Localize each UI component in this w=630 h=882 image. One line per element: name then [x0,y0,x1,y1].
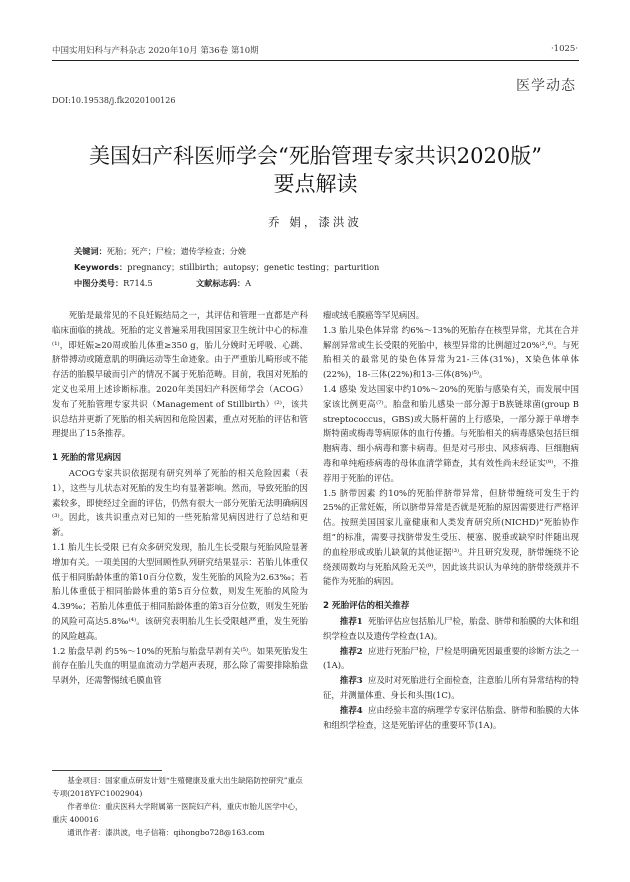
footnote-corresponding: 通讯作者：漆洪波，电子信箱：qihongbo728@163.com [67,828,265,837]
title-line-2: 要点解读 [273,172,358,196]
authors: 乔 娟，漆洪波 [268,215,362,229]
section-1-5: 1.5 脐带因素 约10%的死胎伴脐带异常，但脐带缠绕可发生于约25%的正常妊娠，所以脐带异常是否就是死胎的原因需要进行严格评估。按照美国国家儿童健康和人类发育研究所(NICHD)“死胎协作组”的标准，需要寻找脐带发生受压、梗塞、脱垂或缺窄时伴随出现的血栓形成或胎儿缺氧的其他证据⁽³⁾。并且研究发现，脐带缠绕不论绕颈周数均与死胎风险无关⁽⁹⁾，因此该共识认为单纯的脐带绕颈并不能作为死胎的病因。 [323,487,579,587]
header-rule [52,60,579,61]
keywords-cn-value: 死胎；死产；尸检；遗传学检查；分娩 [106,246,246,256]
section-1-1: 1.1 胎儿生长受限 已有众多研究发现，胎儿生长受限与死胎风险显著增加有关。一项美国的大型回顾性队列研究结果显示：若胎儿体重仅低于相同胎龄体重的第10百分位数，发生死胎的风险为2.63‰；若胎儿体重低于相同胎龄体重的第5百分位数，则发生死胎的风险为4.39‰；若胎儿体重低于相同胎龄体重的第3百分位数，则发生死胎的风险可高达5.8‰⁽⁴⁾。该研究表明胎儿生长受限越严重，发生死胎的风险越高。 [52,541,308,641]
article-title [52,142,579,198]
clc-label: 中图分类号： [74,278,124,288]
keywords-en-label: Keywords： [74,262,128,272]
page-number: ·1025· [550,44,578,54]
recommendation-1 [323,614,579,644]
recommendation-2-label: 推荐2 [339,645,363,656]
continuation-text: 瘤或绒毛膜癌等罕见病因。 [323,310,425,320]
footnote-rule [52,770,162,771]
keywords-en [74,260,564,274]
keywords-en-value: pregnancy；stillbirth；autopsy；genetic testing；parturition [127,262,380,272]
doc-code-value: A [245,278,252,288]
section-1-heading: 1 死胎的常见病因 [52,453,122,464]
footnote-fund: 基金项目：国家重点研发计划“生殖健康及重大出生缺陷防控研究”重点专项(2018YFC1002904) [52,776,303,798]
journal-header: 中国实用妇科与产科杂志 2020年10月 第36卷 第10期 [52,46,259,56]
section-1-4: 1.4 感染 发达国家中约10%～20%的死胎与感染有关，而发展中国家该比例更高⁽⁷⁾。胎盘和胎儿感染一部分源于B族链球菌(group B streptococcus，GBS)或大肠杆菌的上行感染，一部分源于单增李斯特菌或梅毒等病原体的血行传播。与死胎相关的病毒感染包括巨细胞病毒、细小病毒和寨卡病毒。但是对弓形虫、风疹病毒、巨细胞病毒和单纯疱疹病毒的母体血清学筛查，其有效性尚未经证实⁽⁸⁾，不推荐用于死胎的评估。 [323,383,579,483]
section-1-2: 1.2 胎盘早剥 约5%～10%的死胎与胎盘早剥有关⁽⁵⁾。如果死胎发生前存在胎儿失血的明显血流动力学超声表现，那么除了需要排除胎盘早剥外，还需警惕绒毛膜血管 [52,645,308,686]
section-1-3: 1.3 胎儿染色体异常 约6%～13%的死胎存在核型异常，尤其在合并解剖异常或生长受限的死胎中，核型异常的比例超过20%⁽²,⁶⁾。与死胎相关的最常见的染色体异常为21-三体(31%)，X染色体单体(22%)，18-三体(22%)和13-三体(8%)⁽⁵⁾。 [323,324,579,380]
intro-paragraph: 死胎是最常见的不良妊娠结局之一，其评估和管理一直都是产科临床面临的挑战。死胎的定义普遍采用我国国家卫生统计中心的标准⁽¹⁾，即妊娠≥20周或胎儿体重≥350 g，胎儿分娩时无呼吸、心跳、脐带搏动或随意肌的明确运动等生命迹象。由于严重胎儿畸形或不能存活的胎膜早破而引产的情况不属于死胎范畴。目前，我国对死胎的定义也采用上述诊断标准。2020年美国妇产科医师学会（ACOG）发布了死胎管理专家共识（Management of Stillbirth）⁽²⁾，该共识总结并更新了死胎的相关病因和危险因素，重点对死胎的评估和管理提出了15条推荐。 [52,310,308,439]
recommendation-3-label: 推荐3 [339,675,363,686]
section-2-heading: 2 死胎评估的相关推荐 [323,601,410,612]
left-column [52,308,308,688]
footnotes [52,774,308,839]
recommendation-3-text: 应及时对死胎进行全面检查，注意胎儿所有异常结构的特征，并测量体重、身长和头围(1C)。 [323,675,579,700]
recommendation-3 [323,673,579,703]
footnote-affiliation: 作者单位：重庆医科大学附属第一医院妇产科，重庆市胎儿医学中心，重庆 400016 [52,802,303,824]
keywords-cn [74,244,564,258]
doc-code-label: 文献标志码： [195,278,246,288]
keywords-block [74,244,564,290]
classification-line [74,276,564,290]
recommendation-4-label: 推荐4 [339,704,363,715]
section-1-paragraph: ACOG专家共识依据现有研究列举了死胎的相关危险因素（表1），这些与儿状态对死胎的发生均有显著影响。然而，导致死胎的因素较多，即使经过全面的评估，仍然有很大一部分死胎无法明确病因⁽³⁾。因此，该共识重点对已知的一些死胎常见病因进行了总结和更新。 [52,467,308,538]
right-column [323,308,579,732]
keywords-cn-label: 关键词： [74,246,107,256]
doi: DOI:10.19538/j.fk2020100126 [52,96,176,105]
clc-value: R714.5 [123,278,153,288]
title-line-1: 美国妇产科医师学会“死胎管理专家共识2020版” [89,144,542,168]
recommendation-2 [323,644,579,674]
recommendation-2-text: 应进行死胎尸检，尸检是明确死因最重要的诊断方法之一(1A)。 [323,645,579,671]
recommendation-1-label: 推荐1 [339,615,363,626]
recommendation-1-text: 死胎评估应包括胎儿尸检，胎盘、脐带和胎膜的大体和组织学检查以及遗传学检查(1A)。 [323,615,579,641]
recommendation-4 [323,703,579,733]
section-tag: 医学动态 [516,78,576,94]
recommendation-4-text: 应由经验丰富的病理学专家评估胎盘、脐带和胎膜的大体和组织学检查，这是死胎评估的重要环节(1A)。 [323,704,579,730]
